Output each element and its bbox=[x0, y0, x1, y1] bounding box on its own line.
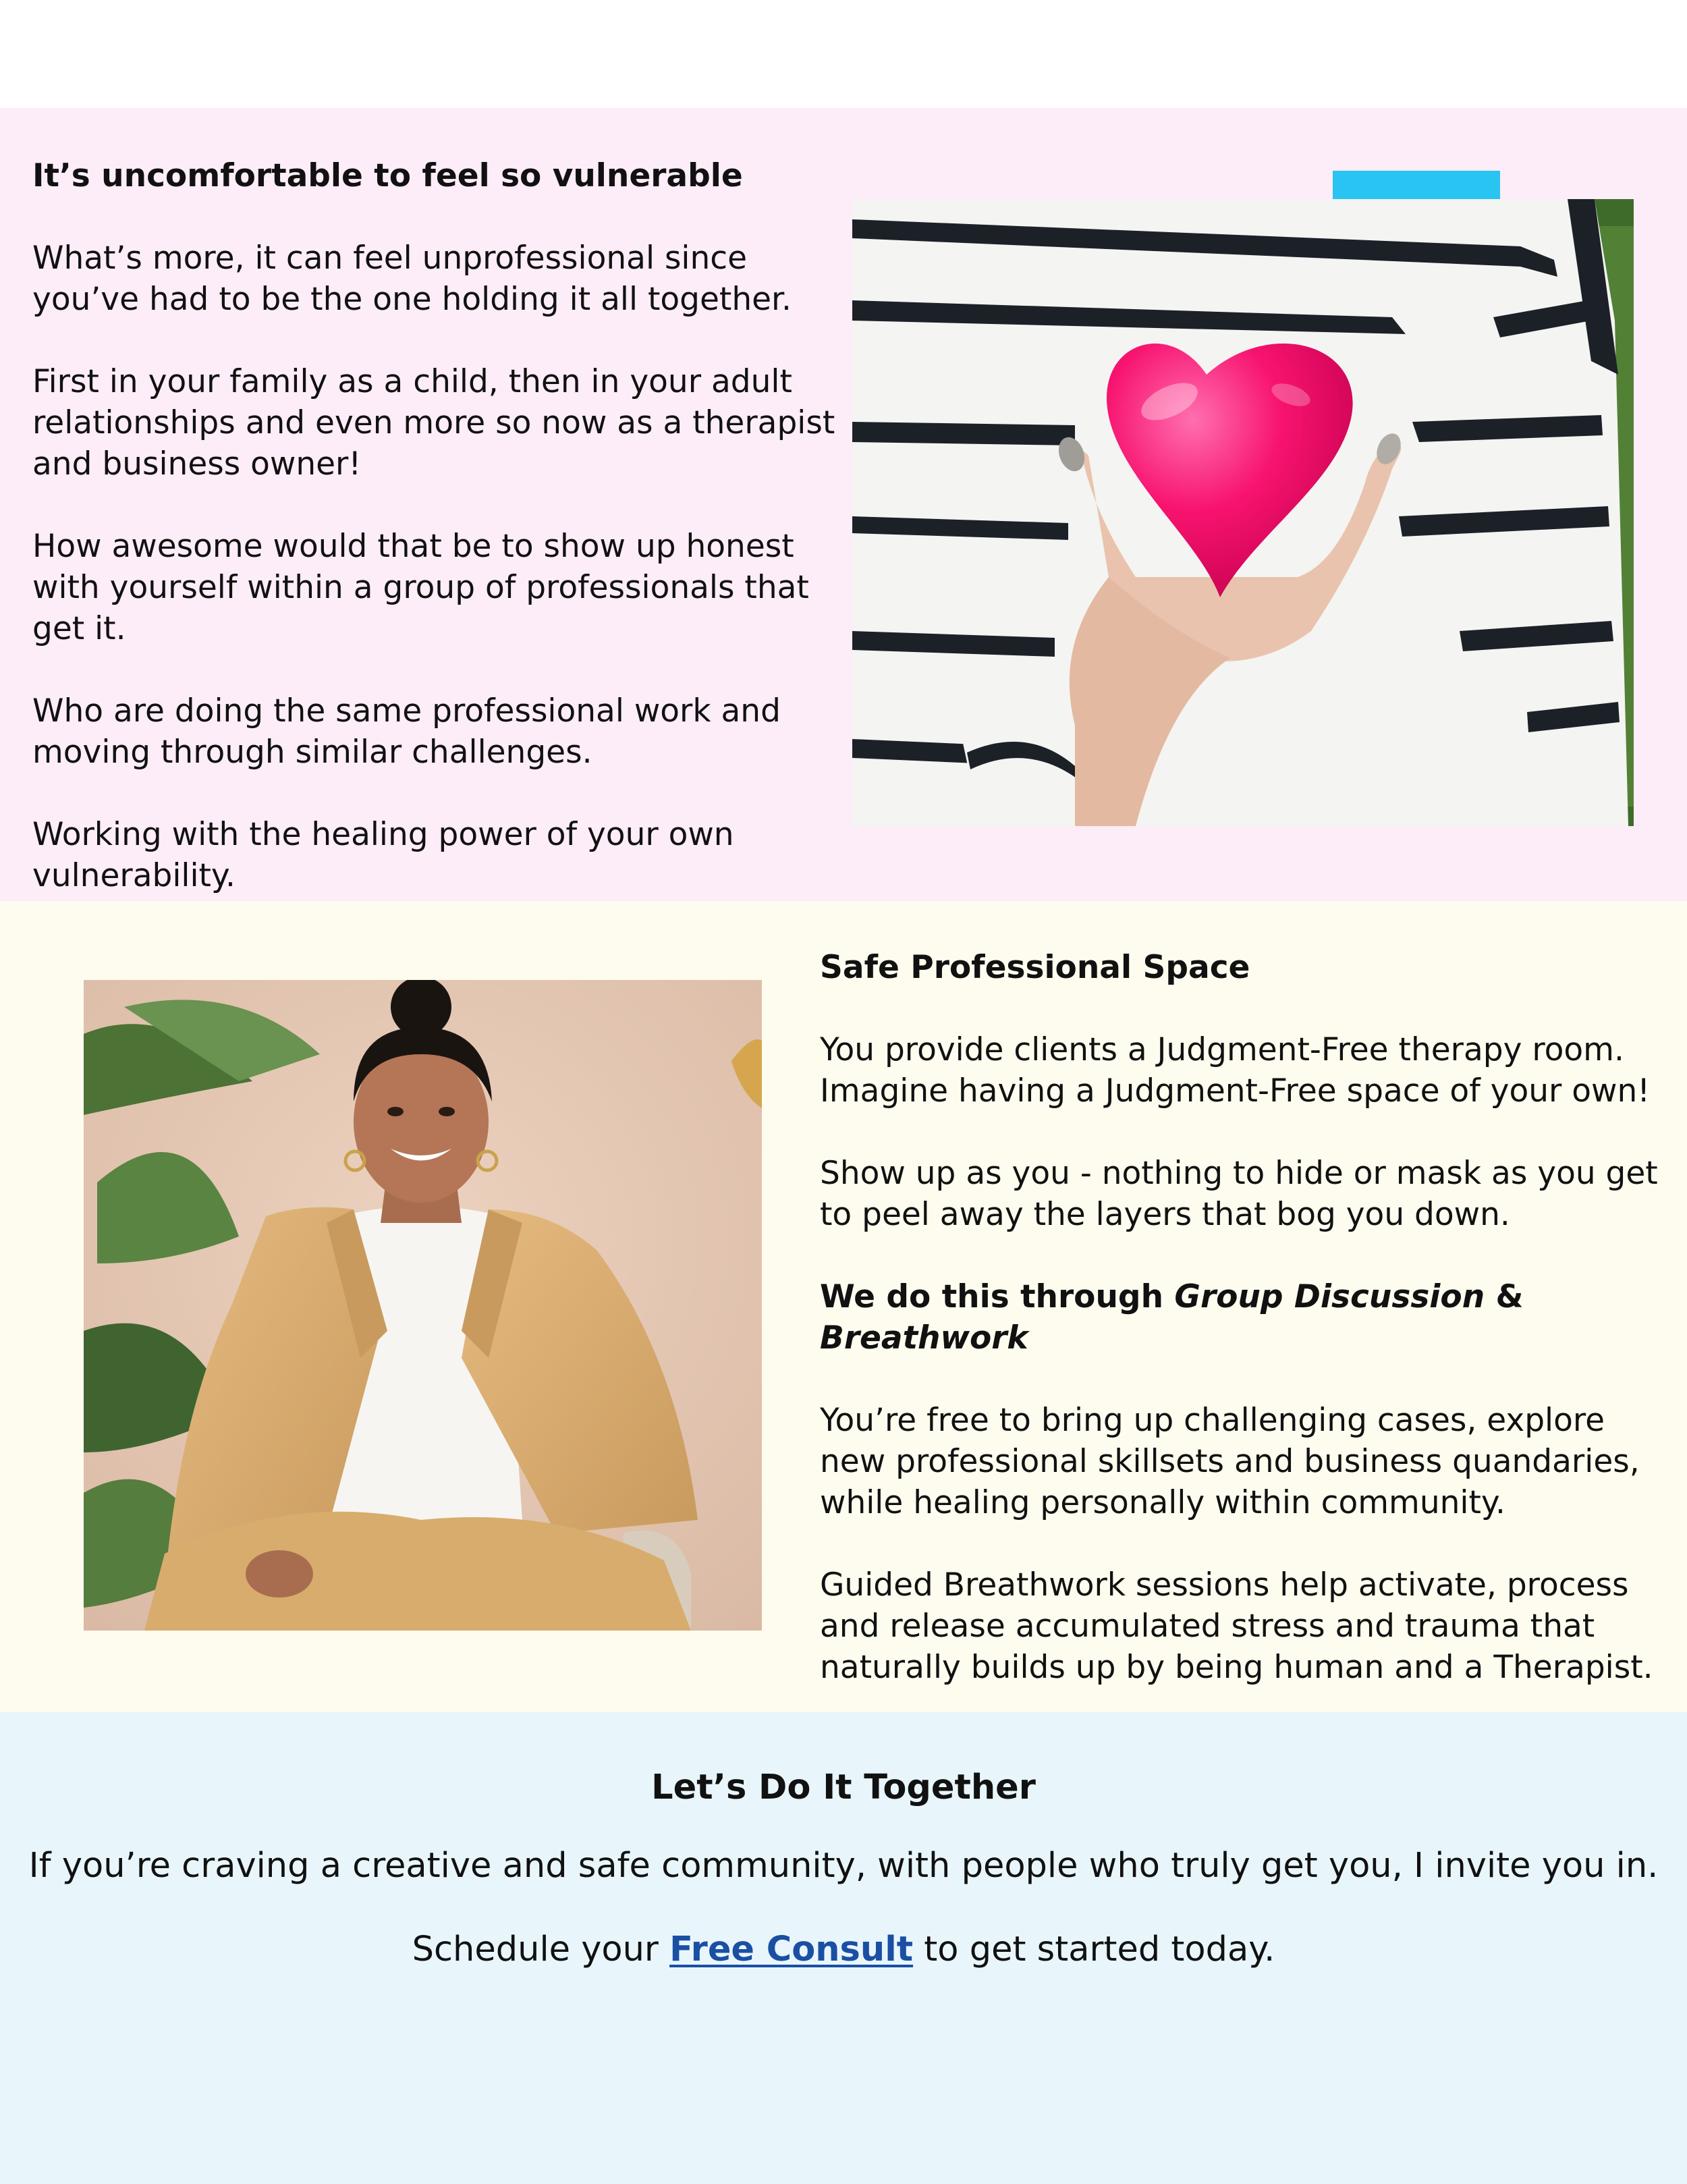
safe-space-paragraph: You’re free to bring up challenging cases, explore new professional skillsets and business quandaries, while healing personally within community. bbox=[820, 1402, 1640, 1521]
methods-line bbox=[820, 1276, 1663, 1359]
vulnerability-paragraph: First in your family as a child, then in your adult relationships and even more so now as a therapist and business owner! bbox=[32, 363, 835, 483]
safe-space-section bbox=[0, 901, 1687, 1712]
vulnerability-heading: It’s uncomfortable to feel so vulnerable bbox=[32, 157, 743, 194]
cta-prefix: Schedule your bbox=[412, 1930, 670, 1969]
method-group-discussion: Group Discussion bbox=[1174, 1278, 1485, 1315]
vulnerability-text bbox=[32, 155, 856, 896]
safe-space-text bbox=[820, 947, 1663, 1688]
together-section bbox=[0, 1712, 1687, 2184]
vulnerability-paragraph: How awesome would that be to show up honest with yourself within a group of professionals that get it. bbox=[32, 528, 809, 647]
vulnerability-paragraph: Working with the healing power of your own vulnerability. bbox=[32, 816, 734, 894]
safe-space-paragraph: Guided Breathwork sessions help activate, process and release accumulated stress and trauma that naturally builds up by being human and a Therapist. bbox=[820, 1566, 1653, 1686]
together-cta bbox=[0, 1928, 1687, 1971]
methods-prefix: We do this through bbox=[820, 1278, 1175, 1315]
vulnerability-paragraph: Who are doing the same professional work and moving through similar challenges. bbox=[32, 692, 781, 771]
woman-photo bbox=[84, 980, 762, 1631]
free-consult-link[interactable]: Free Consult bbox=[669, 1930, 914, 1969]
vulnerability-section bbox=[0, 108, 1687, 901]
safe-space-paragraph: You provide clients a Judgment-Free therapy room. Imagine having a Judgment-Free space of your own! bbox=[820, 1031, 1651, 1110]
heart-photo bbox=[852, 199, 1634, 826]
together-heading: Let’s Do It Together bbox=[651, 1768, 1036, 1807]
safe-space-paragraph: Show up as you - nothing to hide or mask as you get to peel away the layers that bog you down. bbox=[820, 1155, 1658, 1233]
together-body: If you’re craving a creative and safe community, with people who truly get you, I invite you in. bbox=[28, 1846, 1659, 1886]
method-breathwork: Breathwork bbox=[820, 1319, 1028, 1357]
vulnerability-paragraph: What’s more, it can feel unprofessional since you’ve had to be the one holding it all together. bbox=[32, 240, 792, 318]
methods-joiner: & bbox=[1485, 1278, 1524, 1315]
accent-bar bbox=[1333, 171, 1500, 199]
safe-space-heading: Safe Professional Space bbox=[820, 949, 1250, 986]
cta-suffix: to get started today. bbox=[913, 1930, 1275, 1969]
